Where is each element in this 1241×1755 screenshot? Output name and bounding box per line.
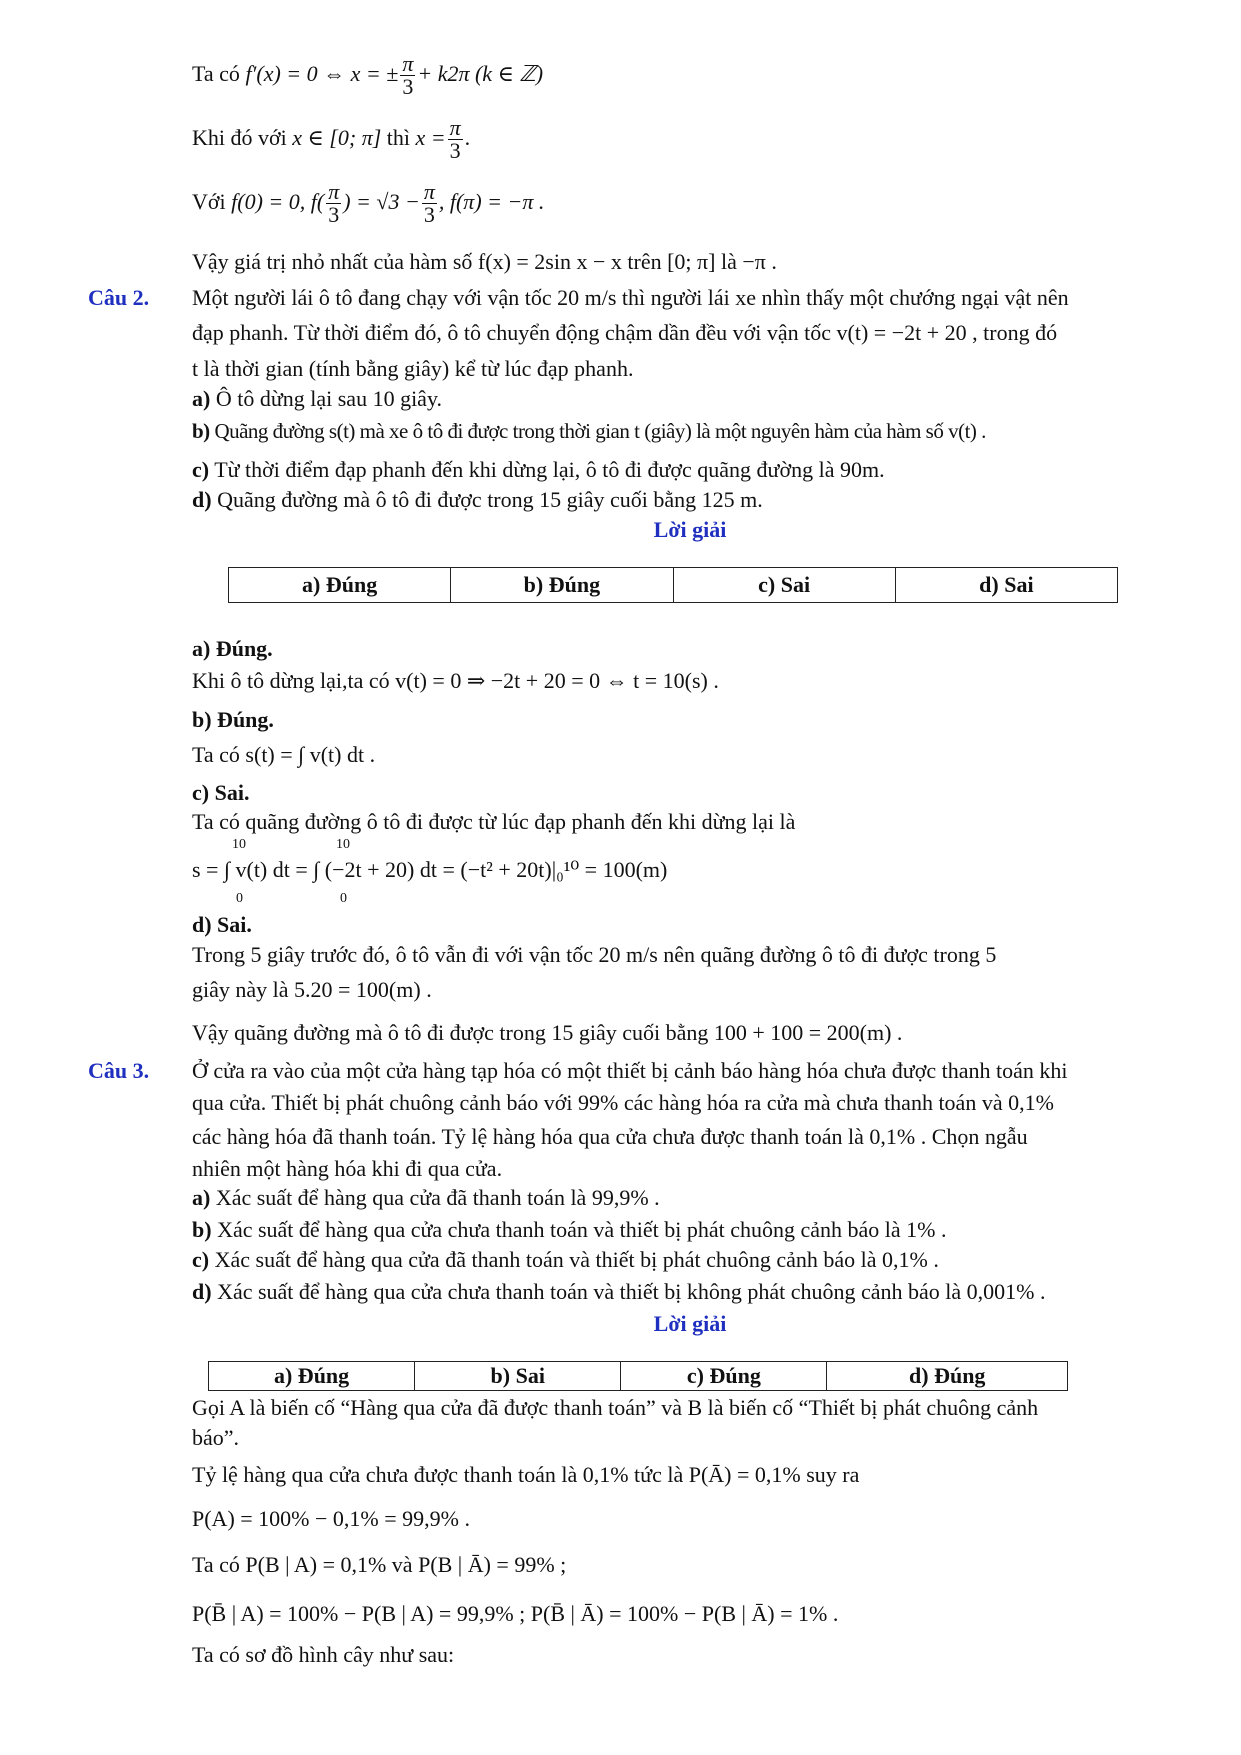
intro-l2-mid: thì [381,125,416,150]
q2-sol-b-text: Ta có s(t) = ∫ v(t) dt . [192,742,376,767]
q3-para-4: nhiên một hàng hóa khi đi qua cửa. [192,1156,503,1181]
q3-option-d-label: d) [192,1279,212,1304]
intro-line-3 [192,180,544,226]
q2-answer-table [228,567,1118,603]
table-row [229,568,1118,603]
q2-para-3: t là thời gian (tính bằng giây) kể từ lúc đạp phanh. [192,356,634,381]
q2-option-d-label: d) [192,487,212,512]
q2-option-a-label: a) [192,386,211,411]
intro-l1-post: + k2π (k ∈ ℤ) [417,61,544,86]
intro-l1-frac-den: 3 [402,74,414,100]
q3-option-c [192,1245,939,1275]
q2-sol-d-text-3: Vậy quãng đường mà ô tô đi được trong 15 giây cuối bằng 100 + 100 = 200(m) . [192,1020,903,1045]
q2-option-c [192,455,885,485]
q2-option-d-text: Quãng đường mà ô tô đi được trong 15 giây cuối bằng 125 m. [211,487,763,512]
q3-answer-a: a) Đúng [209,1362,415,1391]
q3-answer-c: c) Đúng [621,1362,827,1391]
q3-option-b [192,1215,947,1245]
q2-option-a [192,384,442,414]
intro-l1-pre: Ta có [192,61,246,86]
q2-option-d [192,485,763,515]
q2-sol-c-formula: s = ∫ v(t) dt = ∫ (−2t + 20) dt = (−t² + 20t)|₀¹⁰ = 100(m) [192,857,668,882]
q3-para-1: Ở cửa ra vào của một cửa hàng tạp hóa có một thiết bị cảnh báo hàng hóa chưa được thanh toán khi [192,1058,1068,1083]
q2-option-c-text: Từ thời điểm đạp phanh đến khi dừng lại, ô tô đi được quãng đường là 90m. [209,457,885,482]
table-row [209,1362,1068,1391]
q3-sol-line-3: Tỷ lệ hàng qua cửa chưa được thanh toán là 0,1% tức là P(Ā) = 0,1% suy ra [192,1462,860,1487]
q2-answer-b: b) Đúng [451,568,673,603]
q2-integral-upper-1: 10 [232,837,246,852]
q2-sol-c-head: c) Sai. [192,780,250,805]
intro-l3-frac [326,181,341,226]
q2-answer-d: d) Sai [895,568,1117,603]
q2-answer-a: a) Đúng [229,568,451,603]
q3-option-a [192,1183,660,1213]
q2-integral-lower-1: 0 [236,891,243,906]
intro-line-4: Vậy giá trị nhỏ nhất của hàm số f(x) = 2sin x − x trên [0; π] là −π . [192,249,777,274]
intro-l2-post: . [464,125,471,150]
q2-option-c-label: c) [192,457,210,482]
intro-line-1 [192,52,543,98]
q2-para-1: Một người lái ô tô đang chạy với vận tốc 20 m/s thì người lái xe nhìn thấy một chướng ngại vật nên [192,285,1069,310]
q3-para-2: qua cửa. Thiết bị phát chuông cảnh báo với 99% các hàng hóa ra cửa mà chưa thanh toán và 0,1% [192,1090,1054,1115]
q3-sol-line-2: báo”. [192,1425,240,1450]
q3-answer-d: d) Đúng [827,1362,1068,1391]
intro-l3-math: f(0) = 0, f( [231,189,325,214]
intro-l2-pre: Khi đó với [192,125,293,150]
q2-integral-upper-2: 10 [336,837,350,852]
intro-l2-math: x ∈ [0; π] [292,125,382,150]
intro-line-2 [192,116,470,162]
q2-option-b-label: b) [192,419,210,443]
q3-option-b-text: Xác suất để hàng qua cửa chưa thanh toán và thiết bị phát chuông cảnh báo là 1% . [211,1217,947,1242]
intro-l2-math2: x = [415,125,446,150]
q2-answer-c: c) Sai [673,568,895,603]
q2-integral-lower-2: 0 [340,891,347,906]
intro-l2-frac-num: π [449,115,461,141]
q3-sol-line-7: Ta có sơ đồ hình cây như sau: [192,1642,455,1667]
intro-l2-frac [448,117,463,162]
q2-option-b [192,416,986,446]
q3-option-d [192,1277,1046,1307]
intro-l3-frac-num: π [328,179,340,205]
q3-option-a-text: Xác suất để hàng qua cửa đã thanh toán là 99,9% . [210,1185,660,1210]
q3-answer-table [208,1361,1068,1391]
q3-option-a-label: a) [192,1185,211,1210]
intro-l3-frac2-num: π [423,179,435,205]
q2-sol-a-head: a) Đúng. [192,636,273,661]
q3-option-d-text: Xác suất để hàng qua cửa chưa thanh toán và thiết bị không phát chuông cảnh báo là 0,001% . [211,1279,1046,1304]
q3-sol-line-6: P(B̄ | A) = 100% − P(B | A) = 99,9% ; P(B̄ | Ā) = 100% − P(B | Ā) = 1% . [192,1601,839,1626]
q3-option-c-text: Xác suất để hàng qua cửa đã thanh toán và thiết bị phát chuông cảnh báo là 0,1% . [209,1247,939,1272]
intro-l3-frac-den: 3 [328,202,340,228]
q3-sol-line-4: P(A) = 100% − 0,1% = 99,9% . [192,1506,470,1531]
q3-option-b-label: b) [192,1217,212,1242]
q2-option-a-text: Ô tô dừng lại sau 10 giây. [210,386,443,411]
q3-para-3: các hàng hóa đã thanh toán. Tỷ lệ hàng hóa qua cửa chưa được thanh toán là 0,1% . Chọn ngẫu [192,1124,1028,1149]
q2-sol-d-text-2: giây này là 5.20 = 100(m) . [192,977,432,1002]
q2-sol-d-head: d) Sai. [192,912,252,937]
q2-option-b-text: Quãng đường s(t) mà xe ô tô đi được trong thời gian t (giây) là một nguyên hàm của hàm số v(t) . [209,419,986,443]
q3-option-c-label: c) [192,1247,210,1272]
q3-sol-line-1: Gọi A là biến cố “Hàng qua cửa đã được thanh toán” và B là biến cố “Thiết bị phát chuông cảnh [192,1395,1039,1420]
q3-answer-b: b) Sai [415,1362,621,1391]
intro-l1-math: f′(x) = 0 ⇔ x = ± [245,61,399,86]
q2-sol-b-head: b) Đúng. [192,707,274,732]
intro-l3-frac2-den: 3 [423,202,435,228]
q2-sol-a-text: Khi ô tô dừng lại,ta có v(t) = 0 ⇒ −2t + 20 = 0 ⇔ t = 10(s) . [192,668,719,693]
question-3-label: Câu 3. [88,1058,150,1083]
question-2-label: Câu 2. [88,285,150,310]
q2-para-2: đạp phanh. Từ thời điểm đó, ô tô chuyển động chậm dần đều với vận tốc v(t) = −2t + 20 , trong đó [192,320,1058,345]
q2-sol-d-text-1: Trong 5 giây trước đó, ô tô vẫn đi với vận tốc 20 m/s nên quãng đường ô tô đi được trong 5 [192,942,997,967]
q3-solution-heading: Lời giải [653,1311,727,1336]
intro-l1-frac [400,53,415,98]
intro-l3-frac2 [422,181,437,226]
intro-l3-pre: Với [192,189,232,214]
intro-l2-frac-den: 3 [449,138,461,164]
q3-sol-line-5: Ta có P(B | A) = 0,1% và P(B | Ā) = 99% ; [192,1552,567,1577]
intro-l3-math2: ) = √3 − [343,189,420,214]
intro-l3-post: , f(π) = −π . [438,189,545,214]
q2-solution-heading: Lời giải [653,517,727,542]
intro-l1-frac-num: π [402,51,414,77]
q2-sol-c-text: Ta có quãng đường ô tô đi được từ lúc đạp phanh đến khi dừng lại là [192,809,796,834]
